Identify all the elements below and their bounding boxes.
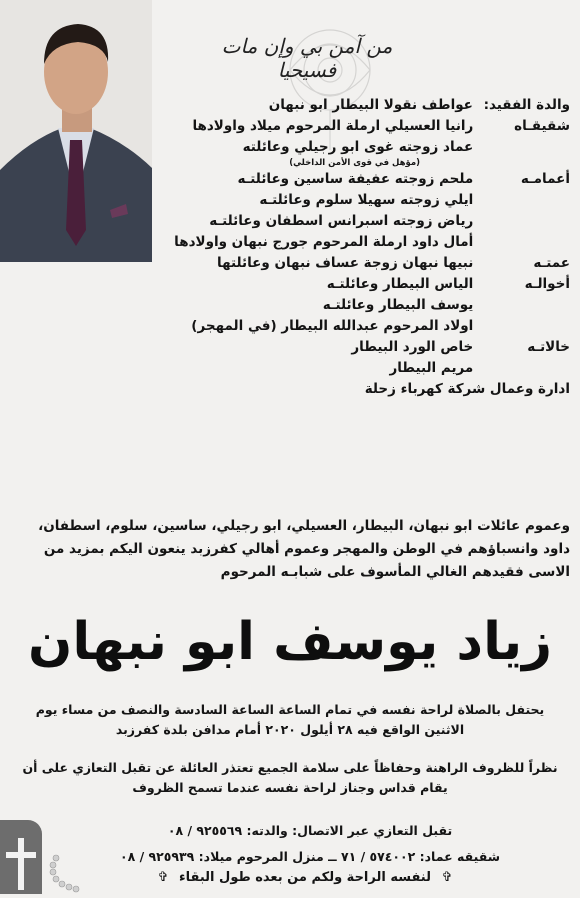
row-value: عماد زوجته غوى ابو رجيلي وعائلته xyxy=(242,139,474,155)
cross-icon: ✞ xyxy=(157,870,169,885)
row-label: عمتـه xyxy=(533,255,570,271)
row-value: مريم البيطار xyxy=(389,360,474,376)
row-label: أعمامـه xyxy=(520,171,570,187)
rosary-icon xyxy=(48,852,84,894)
scripture-verse: من آمن بي وإن مات فسيحيا xyxy=(221,34,393,82)
row-value: يوسف البيطار وعائلتـه xyxy=(322,297,474,313)
uncles-row xyxy=(160,211,570,232)
uncles-row xyxy=(160,232,570,253)
company-row: ادارة وعمال شركة كهرباء زحلة xyxy=(364,381,570,397)
row-label: خالاتـه xyxy=(527,339,570,355)
cross-icon: ✞ xyxy=(441,870,453,885)
condolence-notice: نظراً للظروف الراهنة وحفاظاً على سلامة الجميع تعتذر العائلة عن تقبل التعازي على أن يقام قداس وجناز لراحة نفسه عندما تسمح الظروف xyxy=(22,760,558,795)
uncles-row xyxy=(160,190,570,211)
cross-icon xyxy=(0,820,42,894)
row-value: نبيها نبهان زوجة عساف نبهان وعائلتها xyxy=(217,255,474,271)
closing-text: لنفسه الراحة ولكم من بعده طول البقاء xyxy=(178,870,431,885)
mother-row xyxy=(160,95,570,116)
row-value: عواطف نقولا البيطار ابو نبهان xyxy=(268,97,473,113)
deceased-photo xyxy=(0,0,152,262)
row-value: اولاد المرحوم عبدالله البيطار (في المهجر) xyxy=(191,318,474,334)
row-label: شقيقـاه xyxy=(514,118,570,134)
contact-line: تقبل التعازي عبر الاتصال: والدته: ٩٢٥٥٦٩ / ٠٨ xyxy=(167,823,453,838)
siblings-row xyxy=(160,137,570,158)
contact-line: شقيقه عماد: ٥٧٤٠٠٢ / ٧١ ــ منزل المرحوم ميلاد: ٩٢٥٩٣٩ / ٠٨ xyxy=(119,849,500,864)
maternal-uncles-row xyxy=(160,295,570,316)
maternal-aunts-row xyxy=(160,337,570,358)
row-label: أخوالـه xyxy=(524,276,570,292)
row-value: رياض زوجته اسبرانس اسطفان وعائلتـه xyxy=(209,213,474,229)
contact-info xyxy=(60,818,560,870)
row-value: ملحم زوجته عفيفة ساسين وعائلتـه xyxy=(237,171,474,187)
deceased-name: زياد يوسف ابو نبهان xyxy=(27,612,553,672)
row-value: الياس البيطار وعائلتـه xyxy=(326,276,474,292)
maternal-uncles-row xyxy=(160,274,570,295)
siblings-row xyxy=(160,116,570,137)
row-label: والدة الفقيد: xyxy=(483,97,570,113)
service-announcement: يحتفل بالصلاة لراحة نفسه في تمام الساعة الساعة السادسة والنصف من مساء يوم الاثنين الواقع فيه ٢٨ أيلول ٢٠٢٠ أمام مدافن بلدة كفرزبد xyxy=(35,702,545,737)
row-value: رانيا العسيلي ارملة المرحوم ميلاد واولادها xyxy=(192,118,474,134)
families-paragraph: وعموم عائلات ابو نبهان، البيطار، العسيلي، ابو رجيلي، ساسين، سلوم، اسطفان، داود وانسباؤهم في الوطن والمهجر وعموم أهالي كفرزبد ينعون اليكم بمزيد من الاسى فقيدهم الغالي المأسوف على شبابـه المرحوم xyxy=(38,518,570,580)
uncles-row xyxy=(160,169,570,190)
siblings-note: (مؤهل في قوى الأمن الداخلي) xyxy=(289,158,420,168)
row-value: أمال داود ارملة المرحوم جورج نبهان واولادها xyxy=(174,234,474,250)
row-value: خاص الورد البيطار xyxy=(351,339,474,355)
maternal-aunts-row xyxy=(160,358,570,379)
row-value: ايلي زوجته سهيلا سلوم وعائلتـه xyxy=(259,192,474,208)
mourners-list xyxy=(160,95,570,400)
maternal-uncles-row xyxy=(160,316,570,337)
aunt-row xyxy=(160,253,570,274)
closing-line xyxy=(90,870,520,885)
